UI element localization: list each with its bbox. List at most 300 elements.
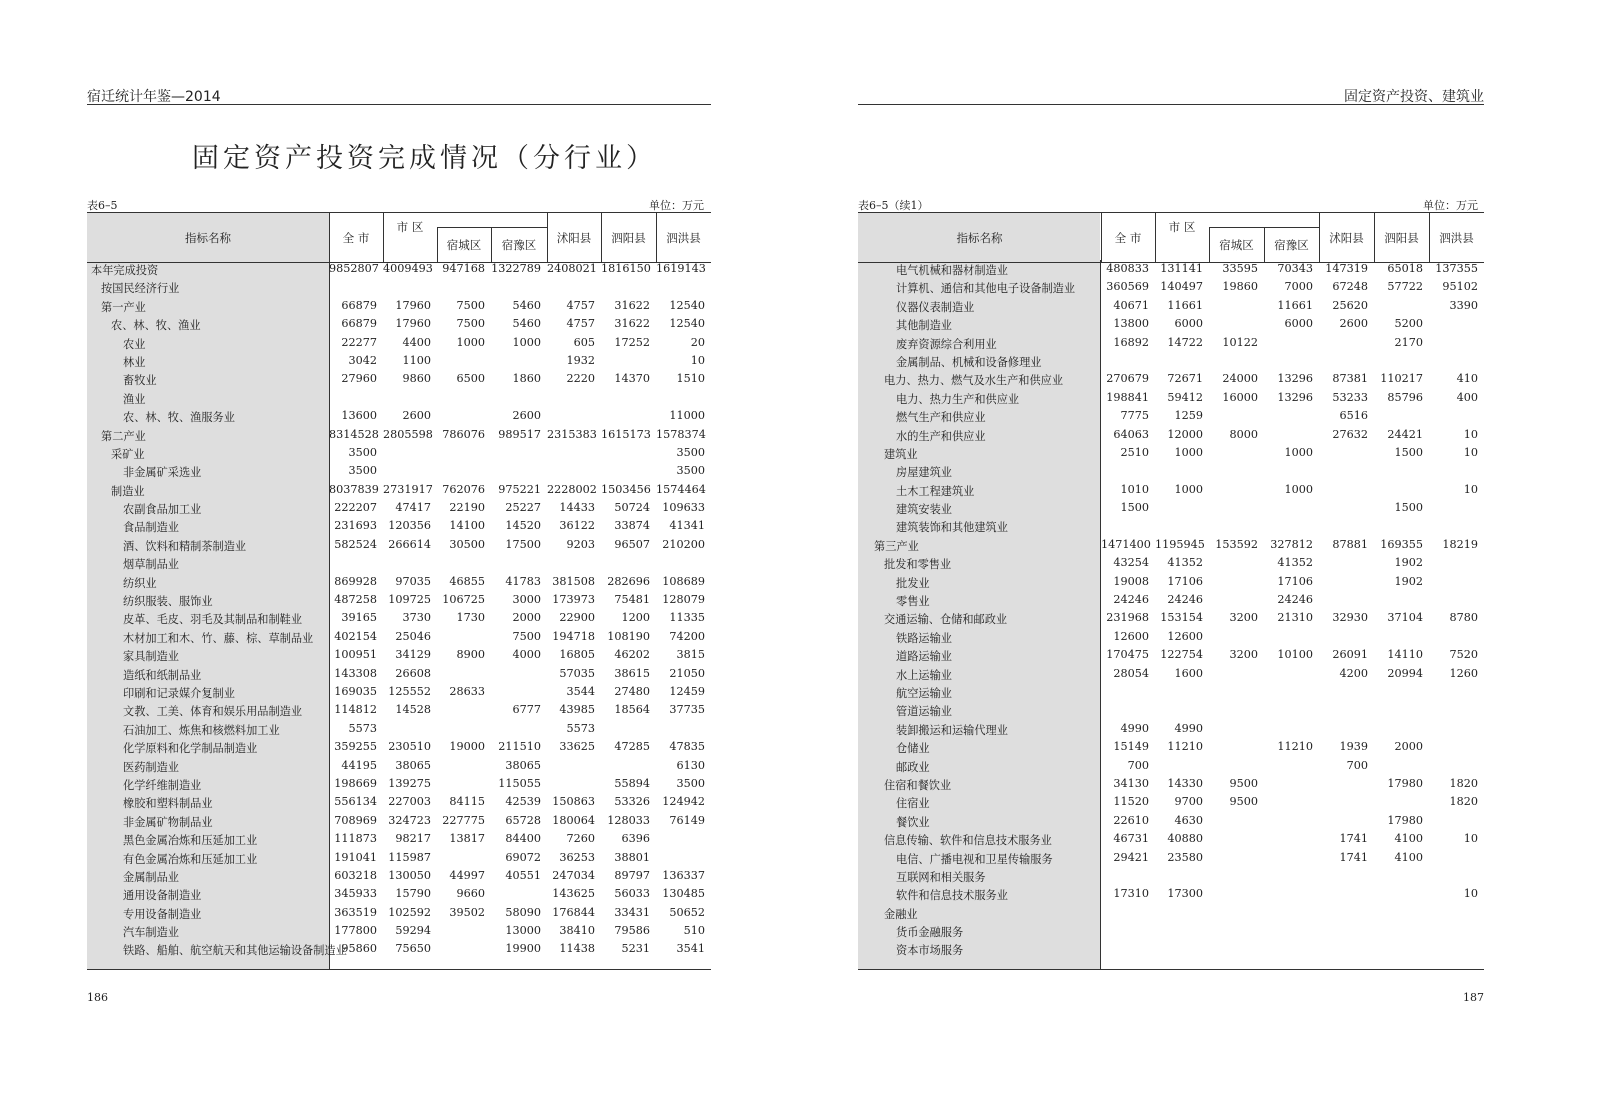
row-label: 农、林、牧、渔业 [111,319,201,333]
cell-value: 1259 [1174,409,1203,423]
cell-value: 40551 [505,868,541,882]
cell-value: 4100 [1394,850,1423,864]
cell-value: 1260 [1449,666,1478,680]
cell-value: 115055 [498,776,541,790]
cell-value: 7500 [456,298,485,312]
left-page-number: 186 [87,991,108,1004]
table-row [87,260,711,278]
cell-value: 128079 [662,593,705,607]
cell-value: 7500 [512,629,541,643]
cell-value: 69072 [505,850,541,864]
cell-value: 11210 [1167,740,1203,754]
cell-value: 1195945 [1155,537,1205,551]
table-row [858,315,1484,333]
cell-value: 198669 [334,776,377,790]
cell-value: 14722 [1167,335,1203,349]
row-label: 水上运输业 [896,668,952,682]
cell-value: 345933 [334,887,377,901]
cell-value: 74200 [669,629,705,643]
cell-value: 41352 [1167,556,1203,570]
cell-value: 700 [1127,758,1149,772]
cell-value: 41783 [505,574,541,588]
table-row [87,315,711,333]
cell-value: 10 [1463,832,1478,846]
cell-value: 1816150 [601,262,651,275]
cell-value: 1932 [566,353,595,367]
table-row [858,701,1484,719]
table-row [87,830,711,848]
cell-value: 15149 [1113,740,1149,754]
cell-value: 130050 [388,868,431,882]
cell-value: 95102 [1442,280,1478,294]
cell-value: 33625 [559,740,595,754]
cell-value: 23580 [1167,850,1203,864]
left-table-label: 表6–5 [87,199,118,212]
cell-value: 1200 [621,611,650,625]
cell-value: 3000 [512,593,541,607]
cell-value: 247034 [552,868,595,882]
cell-value: 1820 [1449,795,1478,809]
left-header-suyu: 宿豫区 [501,237,537,252]
table-row [858,849,1484,867]
cell-value: 2600 [1339,317,1368,331]
cell-value: 10 [1463,427,1478,441]
cell-value: 975221 [498,482,541,496]
right-page-number: 187 [1463,991,1484,1004]
cell-value: 22610 [1113,813,1149,827]
cell-value: 14100 [449,519,485,533]
table-row [858,462,1484,480]
row-label: 非金属矿采选业 [123,466,202,480]
cell-value: 1574464 [656,482,706,496]
table-row [858,665,1484,683]
cell-value: 11000 [669,409,705,423]
row-label: 金属制品、机械和设备修理业 [896,355,1042,369]
cell-value: 147319 [1325,262,1368,275]
cell-value: 150863 [552,795,595,809]
cell-value: 211510 [498,740,541,754]
cell-value: 37104 [1387,611,1423,625]
row-label: 电力、热力、燃气及水生产和供应业 [884,374,1064,388]
cell-value: 57035 [559,666,595,680]
row-label: 其他制造业 [896,319,952,333]
cell-value: 7260 [566,832,595,846]
cell-value: 556134 [334,795,377,809]
cell-value: 114812 [334,703,377,717]
cell-value: 2228002 [547,482,597,496]
cell-value: 14330 [1167,776,1203,790]
cell-value: 1730 [456,611,485,625]
cell-value: 947168 [442,262,485,275]
cell-value: 33431 [614,905,650,919]
cell-value: 2805598 [383,427,433,441]
cell-value: 177800 [334,924,377,938]
row-label: 林业 [123,355,146,369]
cell-value: 38801 [614,850,650,864]
cell-value: 14433 [559,501,595,515]
cell-value: 64063 [1113,427,1149,441]
right-header-divider [1319,213,1320,262]
row-label: 第一产业 [101,300,146,314]
table-row [858,775,1484,793]
cell-value: 17960 [395,298,431,312]
table-row [87,849,711,867]
left-header-divider [329,213,330,262]
cell-value: 22190 [449,501,485,515]
table-row [858,260,1484,278]
cell-value: 70343 [1277,262,1313,275]
cell-value: 266614 [388,537,431,551]
table-row [858,867,1484,885]
cell-value: 1100 [402,353,431,367]
row-label: 采矿业 [111,447,145,461]
table-row [87,940,711,958]
row-label: 化学原料和化学制品制造业 [123,742,258,756]
cell-value: 143308 [334,666,377,680]
cell-value: 139275 [388,776,431,790]
table-row [87,646,711,664]
cell-value: 1939 [1339,740,1368,754]
cell-value: 17960 [395,317,431,331]
cell-value: 16805 [559,648,595,662]
cell-value: 2220 [566,372,595,386]
cell-value: 12600 [1113,629,1149,643]
cell-value: 1741 [1339,850,1368,864]
cell-value: 230510 [388,740,431,754]
cell-value: 5573 [566,721,595,735]
table-row [87,297,711,315]
cell-value: 4990 [1120,721,1149,735]
cell-value: 13800 [1113,317,1149,331]
right-header-city: 全 市 [1114,230,1142,245]
cell-value: 19008 [1113,574,1149,588]
table-row [87,278,711,296]
cell-value: 16000 [1222,390,1258,404]
cell-value: 110217 [1380,372,1423,386]
cell-value: 7520 [1449,648,1478,662]
cell-value: 66879 [341,317,377,331]
cell-value: 10 [1463,482,1478,496]
cell-value: 32930 [1332,611,1368,625]
table-row [87,775,711,793]
cell-value: 34130 [1113,776,1149,790]
row-label: 烟草制品业 [123,558,179,572]
row-label: 木材加工和木、竹、藤、棕、草制品业 [123,631,314,645]
cell-value: 26091 [1332,648,1368,662]
right-header-divider [1155,213,1156,262]
cell-value: 169035 [334,684,377,698]
cell-value: 2510 [1120,445,1149,459]
cell-value: 46855 [449,574,485,588]
cell-value: 27480 [614,684,650,698]
cell-value: 869928 [334,574,377,588]
row-label: 黑色金属冶炼和压延加工业 [123,834,258,848]
cell-value: 10100 [1277,648,1313,662]
cell-value: 24421 [1387,427,1423,441]
cell-value: 2731917 [383,482,433,496]
row-label: 印刷和记录媒介复制业 [123,686,235,700]
cell-value: 65018 [1387,262,1423,275]
cell-value: 169355 [1380,537,1423,551]
cell-value: 17300 [1167,887,1203,901]
cell-value: 11210 [1277,740,1313,754]
cell-value: 13296 [1277,372,1313,386]
cell-value: 4757 [566,317,595,331]
cell-value: 2408021 [547,262,597,275]
row-label: 金融业 [884,907,918,921]
cell-value: 12600 [1167,629,1203,643]
left-header-divider [437,227,438,262]
row-label: 农业 [123,337,146,351]
row-label: 零售业 [896,595,930,609]
cell-value: 12540 [669,317,705,331]
row-label: 航空运输业 [896,686,952,700]
row-label: 铁路、船舶、航空航天和其他运输设备制造业 [123,944,347,958]
cell-value: 222207 [334,501,377,515]
cell-value: 14520 [505,519,541,533]
row-label: 建筑装饰和其他建筑业 [896,521,1008,535]
cell-value: 5200 [1394,317,1423,331]
row-label: 酒、饮料和精制茶制造业 [123,539,247,553]
cell-value: 43254 [1113,556,1149,570]
cell-value: 410 [1456,372,1478,386]
row-label: 化学纤维制造业 [123,778,202,792]
cell-value: 108689 [662,574,705,588]
table-row [858,757,1484,775]
cell-value: 46202 [614,648,650,662]
cell-value: 360569 [1106,280,1149,294]
table-row [87,609,711,627]
row-label: 皮革、毛皮、羽毛及其制品和制鞋业 [123,613,303,627]
cell-value: 65728 [505,813,541,827]
cell-value: 29421 [1113,850,1149,864]
table-row [858,830,1484,848]
cell-value: 18219 [1442,537,1478,551]
cell-value: 10122 [1222,335,1258,349]
cell-value: 75481 [614,593,650,607]
cell-value: 53233 [1332,390,1368,404]
cell-value: 2600 [512,409,541,423]
row-label: 软件和信息技术服务业 [896,889,1008,903]
left-header-district: 市 区 [396,219,424,234]
table-row [858,297,1484,315]
row-label: 管道运输业 [896,705,952,719]
cell-value: 4009493 [383,262,433,275]
cell-value: 50724 [614,501,650,515]
cell-value: 2000 [1394,740,1423,754]
cell-value: 9500 [1229,776,1258,790]
row-label: 铁路运输业 [896,631,952,645]
cell-value: 85796 [1387,390,1423,404]
table-row [858,278,1484,296]
left-header-shuyang: 沭阳县 [556,230,592,245]
cell-value: 1471400 [1101,537,1151,551]
cell-value: 1741 [1339,832,1368,846]
table-row [87,665,711,683]
row-label: 燃气生产和供应业 [896,411,986,425]
cell-value: 327812 [1270,537,1313,551]
cell-value: 700 [1346,758,1368,772]
cell-value: 1000 [1284,445,1313,459]
cell-value: 282696 [607,574,650,588]
cell-value: 84115 [449,795,485,809]
table-row [858,904,1484,922]
right-header-suyu: 宿豫区 [1274,237,1309,252]
table-row [858,389,1484,407]
cell-value: 3200 [1229,648,1258,662]
cell-value: 122754 [1160,648,1203,662]
row-label: 专用设备制造业 [123,907,202,921]
row-label: 石油加工、炼焦和核燃料加工业 [123,723,280,737]
cell-value: 480833 [1106,262,1149,275]
table-row [858,628,1484,646]
cell-value: 1000 [456,335,485,349]
cell-value: 3200 [1229,611,1258,625]
cell-value: 381508 [552,574,595,588]
cell-value: 4630 [1174,813,1203,827]
row-label: 土木工程建筑业 [896,484,975,498]
row-label: 家具制造业 [123,650,179,664]
row-label: 房屋建筑业 [896,466,952,480]
row-label: 橡胶和塑料制品业 [123,797,213,811]
cell-value: 115987 [388,850,431,864]
row-label: 电气机械和器材制造业 [896,264,1008,277]
cell-value: 66879 [341,298,377,312]
table-row [87,444,711,462]
cell-value: 180064 [552,813,595,827]
cell-value: 8900 [456,648,485,662]
left-running-header: 宿迁统计年鉴—2014 [87,89,221,105]
row-label: 批发业 [896,576,930,590]
cell-value: 26608 [395,666,431,680]
right-header-divider [1101,213,1102,262]
cell-value: 17106 [1167,574,1203,588]
row-label: 汽车制造业 [123,926,179,940]
row-label: 文教、工美、体育和娱乐用品制造业 [123,705,303,719]
cell-value: 4000 [512,648,541,662]
right-unit-label: 单位：万元 [1423,199,1478,212]
cell-value: 989517 [498,427,541,441]
cell-value: 75650 [395,942,431,956]
row-label: 信息传输、软件和信息技术服务业 [884,834,1052,848]
cell-value: 11438 [559,942,595,956]
cell-value: 1619143 [656,262,706,275]
cell-value: 2170 [1394,335,1423,349]
cell-value: 7000 [1284,280,1313,294]
cell-value: 17980 [1387,776,1423,790]
cell-value: 36122 [559,519,595,533]
cell-value: 79586 [614,924,650,938]
table-row [87,352,711,370]
table-row [87,499,711,517]
cell-value: 130485 [662,887,705,901]
cell-value: 1500 [1394,445,1423,459]
table-row [858,573,1484,591]
cell-value: 100951 [334,648,377,662]
cell-value: 1902 [1394,574,1423,588]
cell-value: 198841 [1106,390,1149,404]
table-row [858,444,1484,462]
cell-value: 10 [690,353,705,367]
table-row [858,940,1484,958]
cell-value: 25227 [505,501,541,515]
cell-value: 17500 [505,537,541,551]
table-row [858,591,1484,609]
row-label: 电力、热力生产和供应业 [896,392,1020,406]
cell-value: 582524 [334,537,377,551]
table-row [87,793,711,811]
row-label: 废弃资源综合利用业 [896,337,997,351]
table-row [858,334,1484,352]
cell-value: 3042 [348,353,377,367]
cell-value: 270679 [1106,372,1149,386]
cell-value: 2315383 [547,427,597,441]
cell-value: 6000 [1174,317,1203,331]
table-row [87,683,711,701]
table-row [858,738,1484,756]
cell-value: 4757 [566,298,595,312]
cell-value: 57722 [1387,280,1423,294]
cell-value: 3500 [676,445,705,459]
cell-value: 6777 [512,703,541,717]
right-header-sucheng: 宿城区 [1219,237,1254,252]
cell-value: 24000 [1222,372,1258,386]
cell-value: 44195 [341,758,377,772]
cell-value: 47417 [395,501,431,515]
row-label: 水的生产和供应业 [896,429,986,443]
cell-value: 1000 [1174,445,1203,459]
left-header-divider [383,213,384,262]
cell-value: 24246 [1277,593,1313,607]
cell-value: 31622 [614,298,650,312]
cell-value: 22277 [341,335,377,349]
cell-value: 3390 [1449,298,1478,312]
table-row [87,757,711,775]
cell-value: 9203 [566,537,595,551]
cell-value: 510 [683,924,705,938]
cell-value: 173973 [552,593,595,607]
cell-value: 111873 [334,832,377,846]
cell-value: 12459 [669,684,705,698]
cell-value: 3500 [348,445,377,459]
right-table-bottom-rule [858,969,1484,970]
cell-value: 96507 [614,537,650,551]
row-label: 食品制造业 [123,521,179,535]
cell-value: 24246 [1167,593,1203,607]
cell-value: 6000 [1284,317,1313,331]
cell-value: 137355 [1435,262,1478,275]
cell-value: 359255 [334,740,377,754]
table-row [87,407,711,425]
cell-value: 59412 [1167,390,1203,404]
cell-value: 18564 [614,703,650,717]
row-label: 互联网和相关服务 [896,870,986,884]
left-unit-label: 单位：万元 [649,199,704,212]
cell-value: 131141 [1160,262,1203,275]
cell-value: 25620 [1332,298,1368,312]
cell-value: 231968 [1106,611,1149,625]
row-label: 资本市场服务 [896,944,964,958]
cell-value: 11661 [1277,298,1313,312]
cell-value: 1615173 [601,427,651,441]
cell-value: 1820 [1449,776,1478,790]
cell-value: 11335 [669,611,705,625]
cell-value: 128033 [607,813,650,827]
cell-value: 20 [690,335,705,349]
cell-value: 28633 [449,684,485,698]
table-row [87,334,711,352]
cell-value: 402154 [334,629,377,643]
